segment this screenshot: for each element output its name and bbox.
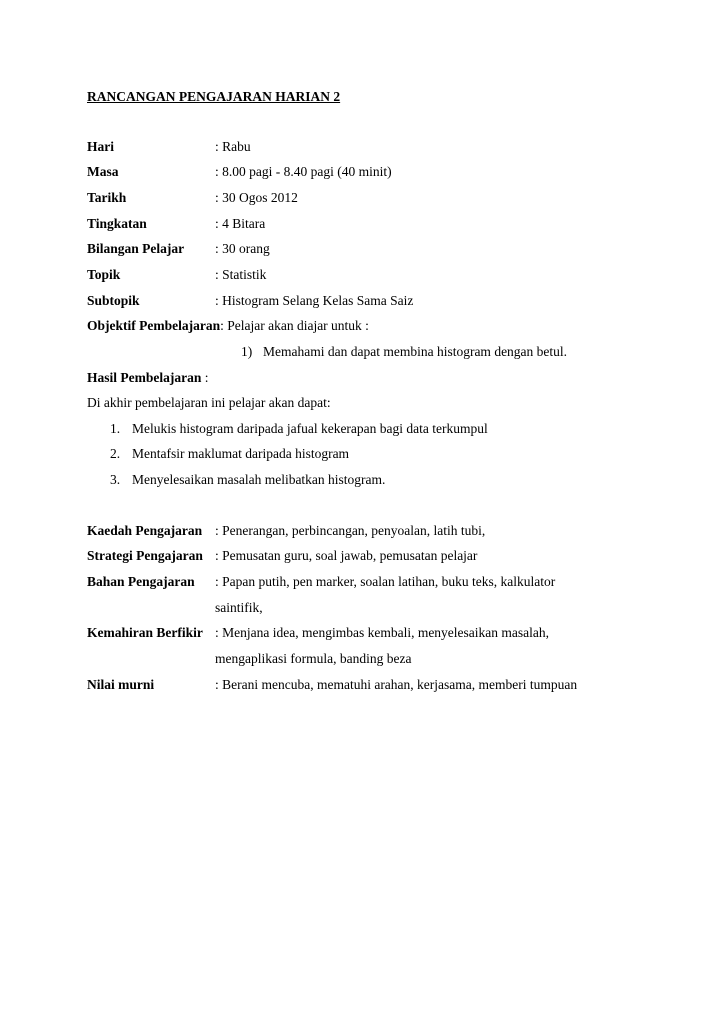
objektif-item [241,344,567,360]
hasil-colon: : [204,370,209,385]
objektif-line [87,318,369,334]
label-tingkatan: Tingkatan [87,216,147,231]
label-bilangan-pelajar: Bilangan Pelajar [87,241,185,256]
value-kaedah: : Penerangan, perbincangan, penyoalan, latih tubi, [215,523,486,538]
label-kaedah: Kaedah Pengajaran [87,523,203,538]
label-kemahiran: Kemahiran Berfikir [87,625,203,640]
hasil-line [87,370,209,386]
list-item-number: 2. [110,446,121,461]
label-bahan: Bahan Pengajaran [87,574,195,589]
list-item-text: Melukis histogram daripada jafual kekerapan bagi data terkumpul [132,421,488,436]
value-strategi: : Pemusatan guru, soal jawab, pemusatan pelajar [215,548,478,563]
hasil-intro: Di akhir pembelajaran ini pelajar akan dapat: [87,395,331,410]
value-kemahiran-cont: mengaplikasi formula, banding beza [215,651,412,666]
value-kemahiran: : Menjana idea, mengimbas kembali, menyelesaikan masalah, [215,625,550,640]
document-title: RANCANGAN PENGAJARAN HARIAN 2 [87,89,341,104]
value-objektif: : Pelajar akan diajar untuk : [220,318,369,333]
label-hasil: Hasil Pembelajaran [87,370,202,385]
label-nilai: Nilai murni [87,677,155,692]
list-item-text: Mentafsir maklumat daripada histogram [132,446,350,461]
value-bilangan-pelajar: : 30 orang [215,241,270,256]
list-item [110,472,385,488]
value-nilai: : Berani mencuba, mematuhi arahan, kerjasama, memberi tumpuan [215,677,578,692]
value-bahan-cont: saintifik, [215,600,263,615]
list-item-number: 1. [110,421,121,436]
list-item-number: 3. [110,472,121,487]
label-hari: Hari [87,139,114,154]
objektif-item-number: 1) [241,344,253,359]
list-item [110,421,488,437]
label-tarikh: Tarikh [87,190,127,205]
value-hari: : Rabu [215,139,251,154]
label-objektif: Objektif Pembelajaran [87,318,221,333]
label-topik: Topik [87,267,121,282]
list-item [110,446,349,462]
value-bahan: : Papan putih, pen marker, soalan latihan, buku teks, kalkulator [215,574,556,589]
label-subtopik: Subtopik [87,293,140,308]
objektif-item-text: Memahami dan dapat membina histogram dengan betul. [263,344,568,359]
label-masa: Masa [87,164,119,179]
value-topik: : Statistik [215,267,267,282]
value-tingkatan: : 4 Bitara [215,216,266,231]
label-strategi: Strategi Pengajaran [87,548,203,563]
value-masa: : 8.00 pagi - 8.40 pagi (40 minit) [215,164,392,179]
value-tarikh: : 30 Ogos 2012 [215,190,298,205]
list-item-text: Menyelesaikan masalah melibatkan histogram. [132,472,386,487]
value-subtopik: : Histogram Selang Kelas Sama Saiz [215,293,414,308]
